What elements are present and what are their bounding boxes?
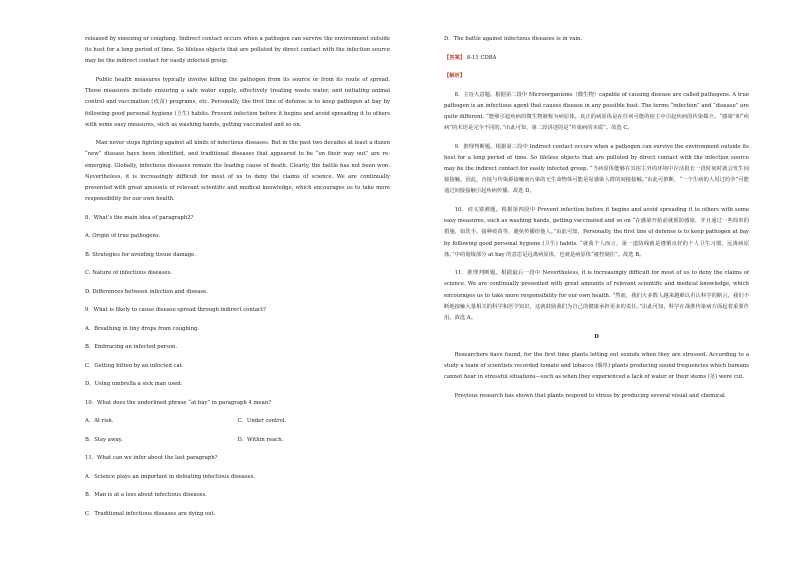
- option-row: [85, 435, 390, 446]
- option: D．The battle against infectious diseases is in vain.: [444, 36, 583, 42]
- question-10: 10．What does the underlined phrase “at bay” in paragraph 4 mean?: [85, 399, 272, 406]
- option: A．Breathing in tiny drops from coughing.: [85, 325, 200, 332]
- passage-paragraph: released by sneezing or coughing. Indirect contact occurs when a pathogen can survive the environment outside its host for a long period of time. So lifeless objects that are polluted by direct contact with the infection source may be the indirect contact for easily infected group.: [85, 36, 390, 65]
- passage-paragraph: Man never stops fighting against all kinds of infectious diseases. But in the past two decades at least a dozen “new” disease have been identified, and traditional diseases that appeared to be “on their way out” are re-emerging. Globally, infectious diseases remain the leading cause of death. Clearly, the battle has not been won. Nevertheless, it is increasingly difficult for most of us to deny the claims of science. We are continually presented with great amounts of relevant scientific and medical knowledge, which encourages us to take more responsibility for our own health.: [85, 140, 390, 203]
- analysis-line: [444, 71, 749, 82]
- option: B．Stay away.: [85, 436, 123, 443]
- option: C．Getting bitten by an infected cat.: [85, 362, 184, 369]
- option: B．Embracing an infected person.: [85, 344, 178, 351]
- passage-paragraph: Public health measures typically involve killing the pathogen from its source or from its route of spread. Those measures include ensuring a safe water supply, effectively treating waste water, and initiating animal control and vaccination (疫苗) programs, etc. Personally, the first line of defense is to keep pathogen at bay by following good personal hygiene (卫生) habits. Prevent infection before it begins and avoid spreading it to others with some easy measures, such as washing hands, getting vaccinated and so on.: [85, 76, 390, 128]
- option: A．Science plays an important in defeating infectious diseases.: [85, 473, 256, 480]
- analysis-tag: 【解析】: [444, 73, 466, 79]
- option: C. Nature of infectious diseases.: [85, 270, 173, 277]
- answer-tag: 【答案】: [444, 54, 466, 61]
- option: D．Within reach.: [237, 436, 284, 443]
- option: D. Differences between infection and disease.: [85, 288, 208, 295]
- option: C．Traditional infectious diseases are dying out.: [85, 510, 216, 517]
- explanation-8: 8．主旨大意题。根据第二段中 Microorganisms（微生物）capable of causing disease are called pathogens. A true pathogen is an infectious agent that causes disease in any possible host. The terms “infection” and “disease” are quite different. “能够引起疾病的微生物被称为病原体。真正的病原体是在任何可能的宿主中引起疾病的传染媒介。“感染”和“疾病”的术语是完全不同的。”由此可知，第二段讲述的是“传染病的本质”。故选 C。: [444, 91, 749, 132]
- left-column: [85, 34, 390, 527]
- explanation-9: 9．推理判断题。根据第三段中 Indirect contact occurs when a pathogen can survive the environment outside its host for a long period of time. So lifeless objects that are polluted by direct contact with the infection source may be the indirect contact for easily infected group. “当病原体能够在其宿主外的环境中存活很长一段时间时就会发生间接接触。因此，直接与传染源接触而污染的无生命物体可能是易感染人群的间接接触。”由此可推断，“一个生病的人用过的伞”可能通过间接接触引起疾病传播。故选 D。: [444, 143, 749, 195]
- option: A. Origin of true pathogens.: [85, 233, 161, 240]
- option: B．Man is at a loss about infectious diseases.: [85, 492, 208, 499]
- question-11: 11．What can we infer about the last paragraph?: [85, 455, 218, 462]
- question-8: 8．What’s the main idea of paragraph2?: [85, 214, 194, 221]
- option: C．Under control.: [237, 418, 287, 425]
- option: D．Using umbrella a sick man used.: [85, 381, 183, 388]
- section-heading: D: [594, 333, 599, 340]
- passage-paragraph: Previous research has shown that plants respond to stress by producing several visual and chemical: [454, 392, 725, 399]
- option: A．At risk.: [85, 418, 114, 425]
- option: B. Strategies for avoiding tissue damage.: [85, 251, 196, 258]
- passage-paragraph: Researchers have found, for the first time plants letting out sounds when they are stressed. According to a study a team of scientists recorded tomato and tobacco (烟草) plants producing sound frequencies which humans cannot hear in stressful situations—such as when they experienced a lack of water or their stems (茎) were cut.: [444, 352, 749, 381]
- explanation-11: 11．推理判断题。根据最后一段中 Nevertheless, it is increasingly difficult for most of us to deny the claims of science. We are continually presented with great amounts of relevant scientific and medical knowledge, which encourages us to take more responsibility for our own health. “然而，我们大多数人越来越难以否认科学的断言。我们不断地接触大量相关的科学和医学知识，这就鼓励我们为自己的健康承担更多的责任。”由此可知，科学在战胜传染病方面起着重要作用。故选 A。: [444, 270, 749, 322]
- option-row: [85, 416, 390, 427]
- answer-text: 8-11 CDBA: [466, 54, 497, 61]
- answer-line: [444, 53, 749, 64]
- explanation-10: 10．词义猜测题。根据第四段中 Prevent infection before it begins and avoid spreading it to others with some easy measures, such as washing hands, getting vaccinated and so on “在感染开始前就预防感染，并且通过一些简单的措施，如洗手、接种疫苗等，避免传播给他人。”由此可知，Personally, the first line of defense is to keep pathogen at bay by following good personal hygiene (卫生) habits. “就我个人而言，第一道防线就是遵循良好的个人卫生习惯，远离病原体。”中的划线部分 at bay 的意思是远离病原体，也就是病原体“被控制住”。故选 B。: [444, 206, 749, 258]
- question-9: 9．What is likely to cause disease spread through indirect contact?: [85, 307, 266, 314]
- right-column: [444, 34, 749, 409]
